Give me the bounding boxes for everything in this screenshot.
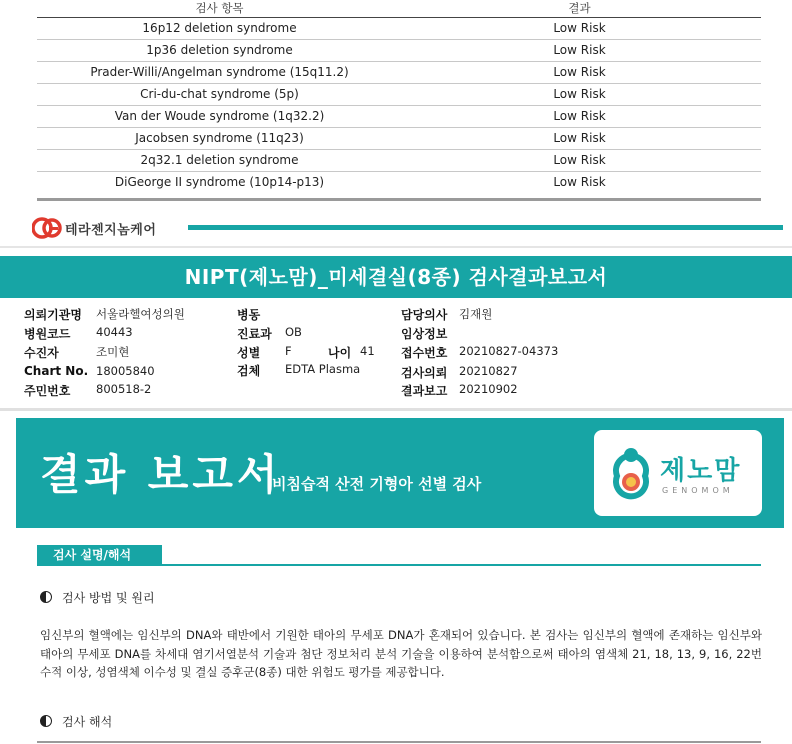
patient-value: 조미현 — [96, 345, 130, 359]
patient-info — [0, 300, 792, 408]
row-item: Cri-du-chat syndrome (5p) — [140, 87, 299, 101]
dept-label: 진료과 — [237, 327, 272, 341]
age-value: 41 — [360, 344, 375, 358]
method-heading — [40, 589, 155, 606]
specimen-label: 검체 — [237, 364, 261, 378]
report-date-value: 20210902 — [459, 382, 518, 396]
report-banner-title: 결과 보고서 — [40, 450, 282, 499]
page-separator — [0, 246, 792, 248]
institution-label: 의뢰기관명 — [24, 308, 82, 322]
interpretation-heading — [40, 713, 112, 730]
request-value: 20210827 — [459, 364, 518, 378]
row-result: Low Risk — [553, 21, 606, 35]
sex-label: 성별 — [237, 346, 261, 360]
row-result: Low Risk — [553, 43, 606, 57]
patient-label: 수진자 — [24, 346, 59, 360]
company-name: 테라젠지놈케어 — [65, 223, 157, 238]
report-title: NIPT(제노맘)_미세결실(8종) 검사결과보고서 — [0, 256, 792, 298]
chart-value: 18005840 — [96, 364, 155, 378]
hospital-code-value: 40443 — [96, 325, 133, 339]
half-circle-bullet-icon — [40, 591, 52, 603]
request-label: 검사의뢰 — [401, 366, 448, 380]
bottom-rule — [37, 741, 761, 743]
row-result: Low Risk — [553, 175, 606, 189]
row-result: Low Risk — [553, 153, 606, 167]
row-item: Prader-Willi/Angelman syndrome (15q11.2) — [90, 65, 349, 79]
ward-label: 병동 — [237, 308, 261, 322]
section-title: 검사 설명/해석 — [37, 545, 162, 565]
table-row — [37, 105, 761, 128]
company-rule — [188, 225, 783, 230]
specimen-value: EDTA Plasma — [285, 362, 361, 376]
table-row — [37, 83, 761, 106]
table-row — [37, 17, 761, 40]
sex-value: F — [285, 344, 292, 358]
genomom-mother-icon — [608, 446, 652, 500]
half-circle-bullet-icon — [40, 715, 52, 727]
row-result: Low Risk — [553, 65, 606, 79]
row-item: Jacobsen syndrome (11q23) — [135, 131, 304, 145]
id-value: 800518-2 — [96, 382, 152, 396]
row-item: 2q32.1 deletion syndrome — [140, 153, 299, 167]
doctor-value: 김재원 — [459, 307, 493, 321]
row-result: Low Risk — [553, 109, 606, 123]
institution-value: 서울라헬여성의원 — [96, 307, 185, 321]
genomom-logo — [594, 430, 762, 516]
row-item: Van der Woude syndrome (1q32.2) — [114, 109, 325, 123]
table-row — [37, 61, 761, 84]
method-title: 검사 방법 및 원리 — [62, 591, 155, 605]
chart-label: Chart No. — [24, 364, 89, 378]
col-item-header: 검사 항목 — [195, 1, 244, 15]
table-bottom-rule — [37, 198, 761, 201]
info-rule — [0, 408, 792, 411]
row-result: Low Risk — [553, 87, 606, 101]
interpretation-title: 검사 해석 — [62, 715, 113, 729]
table-row — [37, 149, 761, 172]
doctor-label: 담당의사 — [401, 308, 448, 322]
row-item: DiGeorge II syndrome (10p14-p13) — [114, 175, 325, 189]
section-rule — [37, 564, 761, 566]
report-date-label: 결과보고 — [401, 384, 448, 398]
dept-value: OB — [285, 325, 302, 339]
method-paragraph: 임신부의 혈액에는 임신부의 DNA와 태반에서 기원한 태아의 무세포 DNA가 혼재되어 있습니다. 본 검사는 임신부의 혈액에 존재하는 임신부와 태아의 무세포 DNA를 차세대 염기서열분석 기술과 첨단 정보처리 분석 기술을 이용하여 분석함으로써 태아의 염색체 21, 18, 13, 9, 16, 22번 수적 이상, 성염색체 이수성 및 결실 증후군(8종) 대한 위험도 평가를 제공합니다. — [40, 628, 762, 679]
genomom-brand-en: GENOMOM — [662, 486, 734, 495]
age-label: 나이 — [328, 346, 352, 360]
clinical-label: 임상정보 — [401, 327, 448, 341]
row-item: 16p12 deletion syndrome — [142, 21, 297, 35]
results-table-header — [37, 0, 761, 18]
row-result: Low Risk — [553, 131, 606, 145]
id-label: 주민번호 — [24, 384, 71, 398]
receipt-value: 20210827-04373 — [459, 344, 559, 358]
table-row — [37, 127, 761, 150]
table-row — [37, 171, 761, 193]
report-banner-subtitle: 비침습적 산전 기형아 선별 검사 — [272, 475, 482, 493]
table-row — [37, 39, 761, 62]
report-banner — [16, 418, 784, 528]
col-result-header: 결과 — [568, 1, 591, 15]
row-item: 1p36 deletion syndrome — [146, 43, 293, 57]
hospital-code-label: 병원코드 — [24, 327, 71, 341]
receipt-label: 접수번호 — [401, 346, 448, 360]
company-mark-icon — [32, 216, 62, 240]
genomom-brand-name: 제노맘 — [660, 456, 742, 486]
